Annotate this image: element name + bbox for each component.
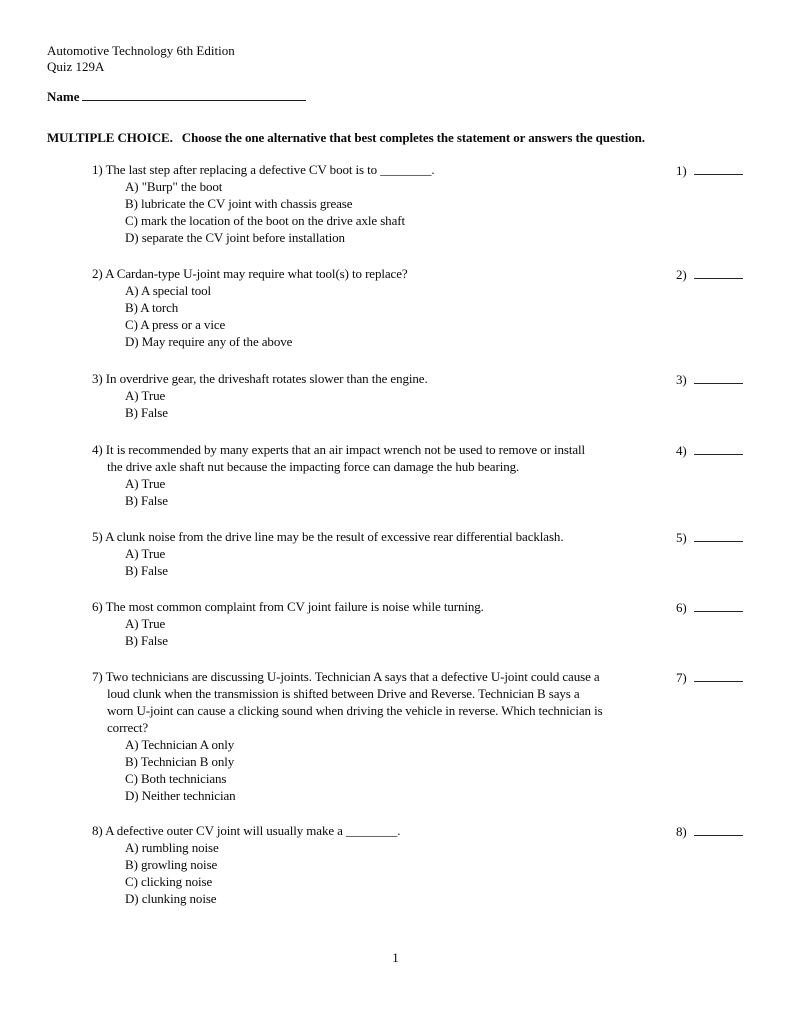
choice-c: C) clicking noise [125,874,213,889]
answer-slot-8: 8) [676,823,743,840]
choice-a: A) "Burp" the boot [125,179,223,194]
name-label: Name [47,89,80,104]
question-3 [0,370,791,421]
question-text: 2) A Cardan-type U-joint may require what tool(s) to replace? [92,266,408,281]
question-5 [0,528,791,579]
question-text: 7) Two technicians are discussing U-joints. Technician A says that a defective U-joint could cause a [92,669,600,684]
question-text: 3) In overdrive gear, the driveshaft rotates slower than the engine. [92,371,428,386]
choice-b: B) growling noise [125,857,218,872]
question-number: 6) [92,599,103,614]
choice-d: D) separate the CV joint before installation [125,230,345,245]
question-text-continued: loud clunk when the transmission is shifted between Drive and Reverse. Technician B says a [107,686,580,701]
choice-b: B) False [125,493,168,508]
question-number: 3) [92,371,103,386]
choice-a: A) A special tool [125,283,212,298]
choice-b: B) lubricate the CV joint with chassis grease [125,196,353,211]
choice-c: C) A press or a vice [125,317,226,332]
choice-a: A) Technician A only [125,737,235,752]
page-number: 1 [392,950,399,965]
answer-slot-1: 1) [676,162,743,179]
answer-blank-line [694,529,743,542]
answer-blank-line [694,599,743,612]
question-1 [0,161,791,246]
question-number: 4) [92,442,103,457]
choice-a: A) True [125,546,166,561]
instruction-text: Choose the one alternative that best completes the statement or answers the question. [181,130,645,145]
question-text-continued: correct? [107,720,149,735]
question-number: 5) [92,529,103,544]
choice-d: D) May require any of the above [125,334,293,349]
choice-d: D) Neither technician [125,788,236,803]
section-label: MULTIPLE CHOICE. [47,130,173,145]
question-text-continued: worn U-joint can cause a clicking sound when driving the vehicle in reverse. Which technician is [107,703,603,718]
choice-b: B) False [125,563,168,578]
question-text: 5) A clunk noise from the drive line may be the result of excessive rear differential backlash. [92,529,564,544]
name-row [47,87,306,105]
choice-a: A) True [125,616,166,631]
answer-slot-3: 3) [676,371,743,388]
choice-a: A) True [125,476,166,491]
choice-b: B) False [125,633,168,648]
section-instruction [47,130,645,146]
document-header [47,43,235,74]
answer-blank-line [694,162,743,175]
answer-slot-2: 2) [676,266,743,283]
question-8 [0,822,791,907]
choice-a: A) rumbling noise [125,840,219,855]
choice-d: D) clunking noise [125,891,217,906]
answer-slot-4: 4) [676,442,743,459]
question-text: 1) The last step after replacing a defective CV boot is to ________. [92,162,435,177]
answer-slot-6: 6) [676,599,743,616]
question-number: 7) [92,669,103,684]
answer-blank-line [694,823,743,836]
question-number: 1) [92,162,103,177]
question-7 [0,668,791,804]
choice-a: A) True [125,388,166,403]
choice-b: B) A torch [125,300,179,315]
answer-blank-line [694,371,743,384]
answer-blank-line [694,669,743,682]
answer-slot-7: 7) [676,669,743,686]
question-text: 4) It is recommended by many experts that an air impact wrench not be used to remove or install [92,442,586,457]
choice-b: B) False [125,405,168,420]
name-blank-line [82,87,306,101]
question-number: 2) [92,266,103,281]
quiz-title: Quiz 129A [47,58,105,74]
question-2 [0,265,791,350]
choice-c: C) mark the location of the boot on the drive axle shaft [125,213,405,228]
question-text-continued: the drive axle shaft nut because the impacting force can damage the hub bearing. [107,459,520,474]
question-text: 6) The most common complaint from CV joint failure is noise while turning. [92,599,484,614]
answer-blank-line [694,442,743,455]
question-text: 8) A defective outer CV joint will usually make a ________. [92,823,401,838]
choice-b: B) Technician B only [125,754,235,769]
book-title: Automotive Technology 6th Edition [47,43,235,58]
question-6 [0,598,791,649]
answer-blank-line [694,266,743,279]
question-number: 8) [92,823,103,838]
choice-c: C) Both technicians [125,771,227,786]
question-4 [0,441,791,509]
answer-slot-5: 5) [676,529,743,546]
